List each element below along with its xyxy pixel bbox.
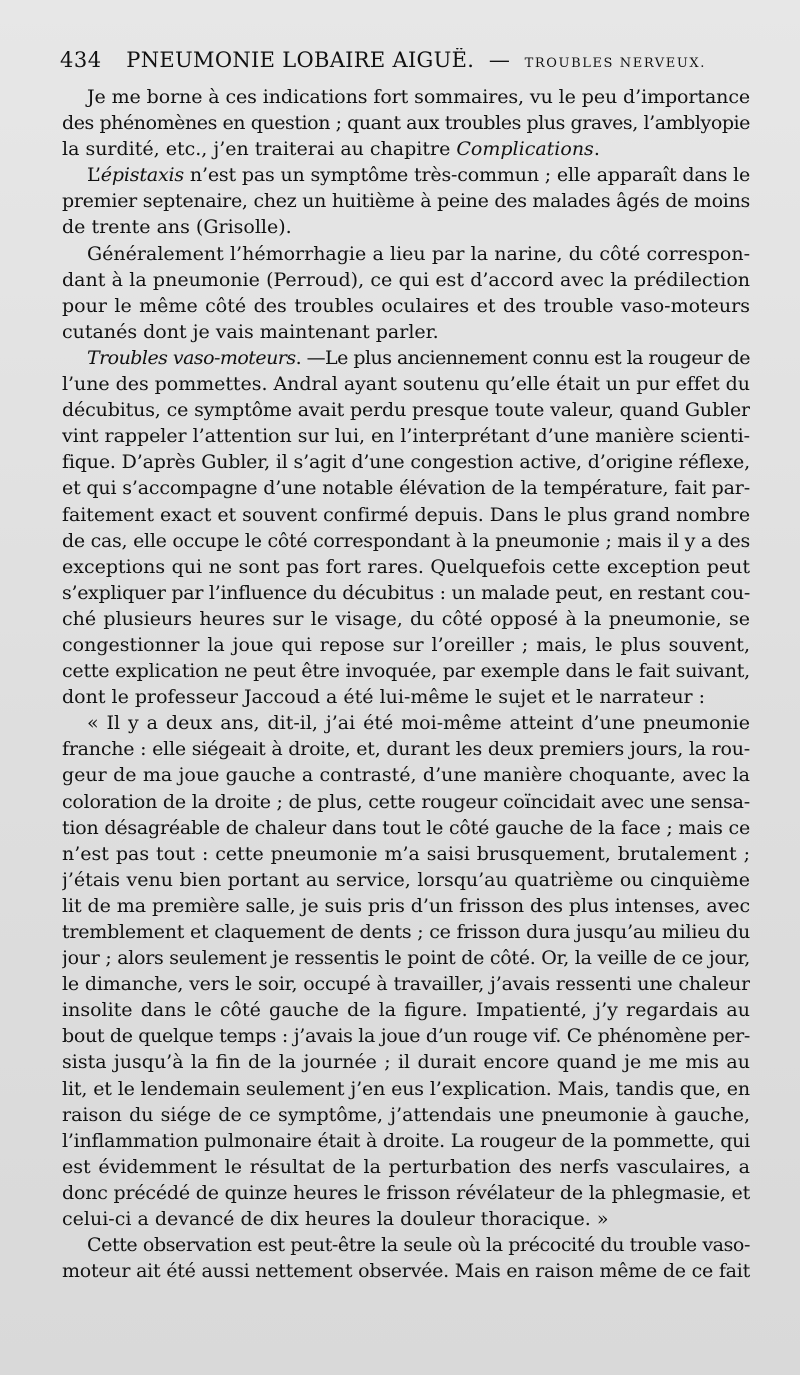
text-line-content: [62, 1206, 608, 1232]
text-run: jour ; alors seulement je ressentis le point de côté. Or, la veille de ce jour,: [62, 947, 750, 970]
text-line-content: [62, 188, 750, 214]
text-line: [62, 1258, 750, 1284]
text-run: congestionner la joue qui repose sur l’oreiller ; mais, le plus souvent,: [62, 633, 750, 656]
text-line: [62, 658, 750, 684]
text-line: [62, 188, 750, 214]
text-line-content: [62, 997, 750, 1023]
text-line-content: [62, 475, 750, 501]
text-run: cette explication ne peut être invoquée, par exemple dans le fait suivant,: [62, 660, 750, 683]
text-run: j’étais venu bien portant au service, lorsqu’au quatrième ou cinquième: [62, 868, 750, 891]
text-line-content: [62, 136, 600, 162]
text-line: [62, 449, 750, 475]
text-line: [62, 710, 750, 736]
text-line-content: [62, 423, 750, 449]
text-line: [62, 606, 750, 632]
text-line-content: [62, 606, 750, 632]
text-run: l’inflammation pulmonaire était à droite. La rougeur de la pommette, qui: [62, 1129, 750, 1152]
body-text: [62, 84, 750, 1284]
text-line-content: [62, 789, 750, 815]
text-run: Généralement l’hémorrhagie a lieu par la narine, du côté correspon-: [87, 242, 750, 265]
running-title: PNEUMONIE LOBAIRE AIGUË.: [126, 48, 475, 72]
text-run: Cette observation est peut-être la seule où la précocité du trouble vaso-: [87, 1234, 750, 1257]
text-run: de trente ans (Grisolle).: [62, 216, 292, 239]
text-line-content: [62, 554, 750, 580]
text-line-content: [87, 345, 750, 371]
italic-text: épistaxis: [100, 164, 185, 187]
italic-text: Complications: [456, 138, 594, 161]
text-run: franche : elle siégeait à droite, et, durant les deux premiers jours, la rou-: [62, 738, 750, 761]
text-line: [62, 997, 750, 1023]
text-line: [62, 893, 750, 919]
text-line: [62, 1180, 750, 1206]
text-line: [62, 684, 750, 710]
text-line: [62, 867, 750, 893]
text-line-content: [62, 371, 750, 397]
text-run: dant à la pneumonie (Perroud), ce qui est d’accord avec la prédilection: [62, 268, 750, 291]
text-line: [62, 528, 750, 554]
text-line: [62, 1232, 750, 1258]
text-run: dont le professeur Jaccoud a été lui-même le sujet et le narrateur :: [62, 686, 706, 709]
text-line-content: [62, 449, 750, 475]
text-line-content: [87, 1232, 750, 1258]
text-line: [62, 1076, 750, 1102]
text-line: [62, 241, 750, 267]
text-line-content: [87, 241, 750, 267]
text-line: [62, 214, 750, 240]
text-line-content: [62, 867, 750, 893]
text-run: moteur ait été aussi nettement observée. Mais en raison même de ce fait: [62, 1260, 750, 1283]
text-run: et qui s’accompagne d’une notable élévation de la température, fait par-: [62, 477, 750, 500]
text-line-content: [87, 710, 750, 736]
text-line: [62, 580, 750, 606]
text-run: n’est pas un symptôme très-commun ; elle apparaît dans le: [184, 164, 750, 187]
text-line: [62, 319, 750, 345]
text-run: ché plusieurs heures sur le visage, du côté opposé à la pneumonie, se: [62, 607, 750, 630]
text-run: sista jusqu’à la fin de la journée ; il durait encore quand je me mis au: [62, 1051, 750, 1074]
running-subtitle: TROUBLES NERVEUX.: [524, 56, 706, 71]
text-line: [62, 945, 750, 971]
text-line: [62, 841, 750, 867]
text-run: cutanés dont je vais maintenant parler.: [62, 320, 439, 343]
text-line: [62, 554, 750, 580]
text-line-content: [62, 1154, 750, 1180]
text-run: pour le même côté des troubles oculaires et des trouble vaso-moteurs: [62, 294, 750, 317]
page-number: 434: [60, 48, 102, 72]
text-line-content: [62, 971, 750, 997]
text-line: [62, 502, 750, 528]
text-line-content: [62, 1180, 750, 1206]
text-line-content: [62, 397, 750, 423]
text-line-content: [62, 945, 750, 971]
text-line: [62, 736, 750, 762]
text-line-content: [62, 841, 750, 867]
text-line: [62, 371, 750, 397]
text-run: L’: [87, 164, 101, 187]
text-line-content: [62, 815, 750, 841]
text-line-content: [62, 919, 750, 945]
text-line-content: [62, 1258, 750, 1284]
text-run: est évidemment le résultat de la perturbation des nerfs vasculaires, a: [62, 1155, 750, 1178]
text-run: s’expliquer par l’influence du décubitus : un malade peut, en restant cou-: [62, 581, 750, 604]
text-line: [62, 815, 750, 841]
text-line-content: [62, 214, 292, 240]
text-line: [62, 971, 750, 997]
text-run: tremblement et claquement de dents ; ce frisson dura jusqu’au milieu du: [62, 921, 750, 943]
text-line: [62, 475, 750, 501]
header-separator: —: [488, 48, 510, 72]
text-line: [62, 397, 750, 423]
text-line: [62, 345, 750, 371]
text-run: premier septenaire, chez un huitième à peine des malades âgés de moins: [62, 190, 750, 213]
text-line-content: [62, 1023, 750, 1049]
text-line-content: [62, 319, 439, 345]
text-line-content: [62, 110, 750, 136]
text-line-content: [62, 632, 750, 658]
text-line: [62, 1206, 750, 1232]
text-run: celui-ci a devancé de dix heures la douleur thoracique. »: [62, 1208, 609, 1231]
text-line: [62, 423, 750, 449]
text-line-content: [62, 1128, 750, 1154]
text-line: [62, 1154, 750, 1180]
text-line: [62, 919, 750, 945]
text-line: [62, 110, 750, 136]
text-line: [62, 293, 750, 319]
text-run: . —Le plus anciennement connu est la rougeur de: [295, 346, 750, 369]
running-header: [60, 48, 750, 76]
text-line-content: [62, 528, 750, 554]
italic-text: Troubles vaso-moteurs: [87, 346, 296, 369]
text-run: donc précédé de quinze heures le frisson révélateur de la phlegmasie, et: [62, 1181, 750, 1204]
text-line: [62, 1023, 750, 1049]
text-run: lit, et le lendemain seulement j’en eus l’explication. Mais, tandis que, en: [62, 1077, 750, 1100]
text-run: bout de quelque temps : j’avais la joue d’un rouge vif. Ce phénomène per-: [62, 1025, 750, 1048]
text-line-content: [62, 762, 750, 788]
text-run: tion désagréable de chaleur dans tout le côté gauche de la face ; mais ce: [62, 816, 750, 839]
text-line-content: [62, 580, 750, 606]
text-run: fique. D’après Gubler, il s’agit d’une congestion active, d’origine réflexe,: [62, 451, 750, 474]
text-line: [62, 1102, 750, 1128]
text-run: geur de ma joue gauche a contrasté, d’une manière choquante, avec la: [62, 764, 750, 787]
text-line-content: [62, 893, 750, 919]
text-run: .: [593, 138, 600, 161]
text-run: vint rappeler l’attention sur lui, en l’interprétant d’une manière scienti-: [62, 425, 750, 448]
text-run: des phénomènes en question ; quant aux troubles plus graves, l’amblyopie: [62, 112, 750, 135]
text-run: exceptions qui ne sont pas fort rares. Quelquefois cette exception peut: [62, 555, 750, 578]
text-run: le dimanche, vers le soir, occupé à travailler, j’avais ressenti une chaleur: [62, 973, 750, 996]
text-run: la surdité, etc., j’en traiterai au chapitre: [62, 138, 457, 161]
text-run: raison du siége de ce symptôme, j’attendais une pneumonie à gauche,: [62, 1103, 750, 1126]
text-line: [62, 762, 750, 788]
text-line-content: [62, 1049, 750, 1075]
text-line: [62, 267, 750, 293]
text-line-content: [62, 1076, 750, 1102]
text-line-content: [62, 736, 750, 762]
text-line-content: [62, 1102, 750, 1128]
text-run: « Il y a deux ans, dit-il, j’ai été moi-même atteint d’une pneumonie: [87, 712, 750, 735]
text-line: [62, 162, 750, 188]
text-run: faitement exact et souvent confirmé depuis. Dans le plus grand nombre: [62, 503, 750, 526]
text-line: [62, 1128, 750, 1154]
text-run: décubitus, ce symptôme avait perdu presque toute valeur, quand Gubler: [62, 399, 750, 422]
text-line-content: [62, 684, 705, 710]
text-run: de cas, elle occupe le côté correspondant à la pneumonie ; mais il y a des: [62, 529, 750, 552]
text-run: insolite dans le côté gauche de la figure. Impatienté, j’y regardais au: [62, 999, 750, 1022]
text-line: [62, 789, 750, 815]
text-line-content: [62, 502, 750, 528]
text-run: Je me borne à ces indications fort sommaires, vu le peu d’importance: [87, 86, 750, 108]
text-line: [62, 632, 750, 658]
text-line-content: [87, 162, 750, 188]
text-run: n’est pas tout : cette pneumonie m’a saisi brusquement, brutalement ;: [62, 842, 750, 865]
text-line: [62, 84, 750, 110]
text-run: l’une des pommettes. Andral ayant soutenu qu’elle était un pur effet du: [62, 373, 750, 396]
text-line: [62, 1049, 750, 1075]
text-line-content: [62, 658, 750, 684]
text-line-content: [87, 84, 750, 110]
text-line: [62, 136, 750, 162]
text-line-content: [62, 267, 750, 293]
text-line-content: [62, 293, 750, 319]
text-run: lit de ma première salle, je suis pris d’un frisson des plus intenses, avec: [62, 894, 750, 917]
text-run: coloration de la droite ; de plus, cette rougeur coïncidait avec une sensa-: [62, 790, 750, 813]
